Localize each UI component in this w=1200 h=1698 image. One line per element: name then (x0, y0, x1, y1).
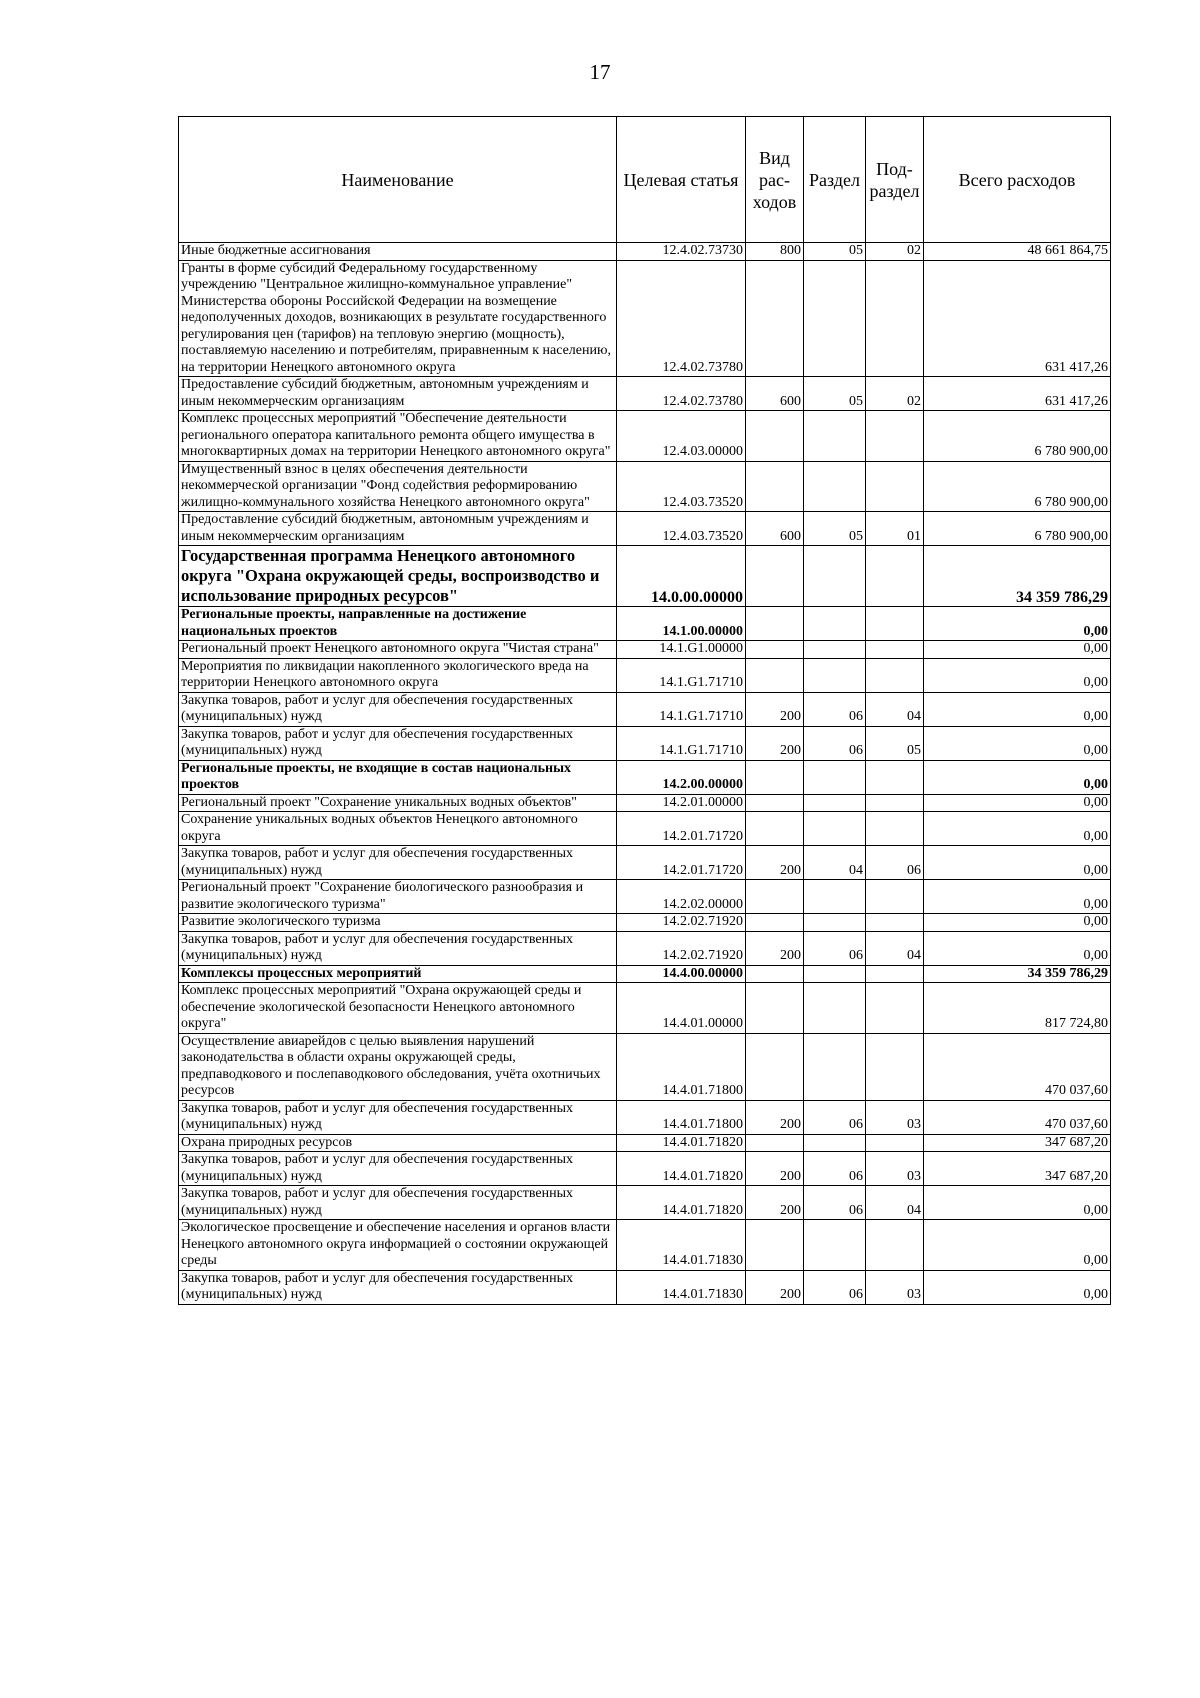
cell-section (804, 607, 866, 641)
cell-name: Государственная программа Ненецкого автономного округа "Охрана окружающей среды, воспроизводство и использование природных ресурсов" (179, 546, 617, 607)
cell-total: 0,00 (924, 760, 1111, 794)
cell-target-article: 14.2.01.00000 (617, 794, 746, 812)
cell-subsection: 04 (866, 1186, 924, 1220)
table-row (179, 377, 1111, 411)
cell-expense-type: 800 (746, 243, 804, 261)
cell-section: 06 (804, 692, 866, 726)
cell-expense-type (746, 965, 804, 983)
cell-target-article: 14.0.00.00000 (617, 546, 746, 607)
cell-subsection: 01 (866, 512, 924, 546)
cell-target-article: 14.4.01.71820 (617, 1152, 746, 1186)
cell-total: 0,00 (924, 641, 1111, 659)
cell-subsection: 05 (866, 726, 924, 760)
cell-total: 0,00 (924, 692, 1111, 726)
cell-name: Закупка товаров, работ и услуг для обеспечения государственных (муниципальных) нужд (179, 692, 617, 726)
cell-section: 06 (804, 1270, 866, 1304)
cell-section (804, 983, 866, 1034)
table-row (179, 411, 1111, 462)
cell-name: Предоставление субсидий бюджетным, автономным учреждениям и иным некоммерческим организациям (179, 512, 617, 546)
table-row (179, 1152, 1111, 1186)
page-number: 17 (589, 60, 611, 84)
cell-total: 6 780 900,00 (924, 512, 1111, 546)
cell-total: 470 037,60 (924, 1100, 1111, 1134)
cell-subsection (866, 965, 924, 983)
cell-expense-type (746, 411, 804, 462)
cell-expense-type (746, 260, 804, 377)
cell-subsection (866, 461, 924, 512)
cell-name: Комплекс процессных мероприятий "Обеспечение деятельности регионального оператора капитального ремонта общего имущества в многоквартирных домах на территории Ненецкого автономного округа" (179, 411, 617, 462)
cell-name: Иные бюджетные ассигнования (179, 243, 617, 261)
cell-expense-type: 200 (746, 1100, 804, 1134)
cell-name: Региональные проекты, направленные на достижение национальных проектов (179, 607, 617, 641)
cell-expense-type (746, 641, 804, 659)
cell-expense-type: 200 (746, 726, 804, 760)
cell-section: 06 (804, 726, 866, 760)
header-expense-type: Вид рас- ходов (746, 117, 804, 243)
cell-subsection: 03 (866, 1100, 924, 1134)
cell-section (804, 546, 866, 607)
cell-target-article: 14.1.G1.71710 (617, 726, 746, 760)
table-row (179, 546, 1111, 607)
cell-subsection (866, 760, 924, 794)
cell-target-article: 12.4.03.73520 (617, 461, 746, 512)
cell-section: 06 (804, 1100, 866, 1134)
cell-total: 817 724,80 (924, 983, 1111, 1034)
cell-total: 347 687,20 (924, 1152, 1111, 1186)
cell-total: 631 417,26 (924, 377, 1111, 411)
cell-expense-type (746, 760, 804, 794)
cell-target-article: 12.4.03.00000 (617, 411, 746, 462)
cell-subsection (866, 812, 924, 846)
table-row (179, 607, 1111, 641)
cell-expense-type (746, 546, 804, 607)
cell-target-article: 14.1.G1.00000 (617, 641, 746, 659)
table-row (179, 658, 1111, 692)
cell-total: 0,00 (924, 914, 1111, 932)
cell-target-article: 14.2.00.00000 (617, 760, 746, 794)
cell-name: Сохранение уникальных водных объектов Ненецкого автономного округа (179, 812, 617, 846)
table-row (179, 243, 1111, 261)
table-row (179, 794, 1111, 812)
cell-total: 0,00 (924, 931, 1111, 965)
cell-name: Предоставление субсидий бюджетным, автономным учреждениям и иным некоммерческим организациям (179, 377, 617, 411)
cell-section (804, 880, 866, 914)
cell-section (804, 641, 866, 659)
cell-name: Региональный проект Ненецкого автономного округа "Чистая страна" (179, 641, 617, 659)
cell-section (804, 1134, 866, 1152)
cell-subsection (866, 914, 924, 932)
table-row (179, 1186, 1111, 1220)
cell-expense-type (746, 914, 804, 932)
cell-total: 6 780 900,00 (924, 411, 1111, 462)
cell-target-article: 14.2.01.71720 (617, 846, 746, 880)
cell-total: 0,00 (924, 846, 1111, 880)
cell-name: Региональный проект "Сохранение уникальных водных объектов" (179, 794, 617, 812)
table-row (179, 965, 1111, 983)
cell-expense-type (746, 1033, 804, 1100)
cell-total: 0,00 (924, 880, 1111, 914)
cell-target-article: 12.4.02.73780 (617, 377, 746, 411)
cell-total: 0,00 (924, 1220, 1111, 1271)
header-section: Раздел (804, 117, 866, 243)
cell-subsection (866, 607, 924, 641)
cell-total: 0,00 (924, 794, 1111, 812)
cell-subsection (866, 546, 924, 607)
cell-name: Мероприятия по ликвидации накопленного экологического вреда на территории Ненецкого автономного округа (179, 658, 617, 692)
cell-subsection (866, 1033, 924, 1100)
header-subsection: Под- раздел (866, 117, 924, 243)
cell-section: 05 (804, 512, 866, 546)
cell-total: 0,00 (924, 1270, 1111, 1304)
table-row (179, 461, 1111, 512)
cell-target-article: 14.1.G1.71710 (617, 692, 746, 726)
cell-section (804, 914, 866, 932)
cell-total: 34 359 786,29 (924, 546, 1111, 607)
cell-total: 0,00 (924, 1186, 1111, 1220)
cell-expense-type: 200 (746, 1186, 804, 1220)
cell-subsection (866, 794, 924, 812)
cell-target-article: 14.4.01.71830 (617, 1220, 746, 1271)
cell-target-article: 14.2.02.71920 (617, 931, 746, 965)
cell-section: 06 (804, 1186, 866, 1220)
table-row (179, 846, 1111, 880)
cell-total: 470 037,60 (924, 1033, 1111, 1100)
cell-total: 34 359 786,29 (924, 965, 1111, 983)
cell-expense-type: 200 (746, 931, 804, 965)
cell-subsection (866, 880, 924, 914)
cell-name: Закупка товаров, работ и услуг для обеспечения государственных (муниципальных) нужд (179, 1186, 617, 1220)
cell-subsection (866, 1220, 924, 1271)
cell-target-article: 12.4.02.73780 (617, 260, 746, 377)
cell-section: 04 (804, 846, 866, 880)
cell-name: Закупка товаров, работ и услуг для обеспечения государственных (муниципальных) нужд (179, 846, 617, 880)
cell-subsection (866, 411, 924, 462)
cell-target-article: 14.4.01.71800 (617, 1033, 746, 1100)
table-row (179, 260, 1111, 377)
cell-section (804, 461, 866, 512)
cell-target-article: 14.4.01.71820 (617, 1186, 746, 1220)
cell-name: Осуществление авиарейдов с целью выявления нарушений законодательства в области охраны окружающей среды, предпаводкового и послепаводкового обследования, учёта охотничьих ресурсов (179, 1033, 617, 1100)
cell-target-article: 14.4.01.71830 (617, 1270, 746, 1304)
table-row (179, 931, 1111, 965)
cell-section: 05 (804, 377, 866, 411)
cell-name: Закупка товаров, работ и услуг для обеспечения государственных (муниципальных) нужд (179, 1270, 617, 1304)
cell-expense-type (746, 794, 804, 812)
table-row (179, 1220, 1111, 1271)
table-row (179, 1270, 1111, 1304)
cell-target-article: 14.1.00.00000 (617, 607, 746, 641)
cell-section (804, 812, 866, 846)
cell-expense-type (746, 461, 804, 512)
cell-total: 0,00 (924, 812, 1111, 846)
cell-expense-type: 200 (746, 846, 804, 880)
cell-expense-type (746, 812, 804, 846)
cell-total: 48 661 864,75 (924, 243, 1111, 261)
header-total: Всего расходов (924, 117, 1111, 243)
cell-subsection (866, 1134, 924, 1152)
cell-total: 0,00 (924, 607, 1111, 641)
table-row (179, 692, 1111, 726)
cell-subsection (866, 260, 924, 377)
table-row (179, 760, 1111, 794)
cell-target-article: 14.4.01.00000 (617, 983, 746, 1034)
header-row (179, 117, 1111, 243)
table-body (179, 243, 1111, 1305)
cell-name: Региональные проекты, не входящие в состав национальных проектов (179, 760, 617, 794)
cell-target-article: 14.1.G1.71710 (617, 658, 746, 692)
cell-target-article: 12.4.02.73730 (617, 243, 746, 261)
cell-subsection: 02 (866, 377, 924, 411)
cell-name: Закупка товаров, работ и услуг для обеспечения государственных (муниципальных) нужд (179, 726, 617, 760)
header-target-article: Целевая статья (617, 117, 746, 243)
table-row (179, 641, 1111, 659)
table-row (179, 1134, 1111, 1152)
cell-section (804, 1220, 866, 1271)
cell-name: Охрана природных ресурсов (179, 1134, 617, 1152)
cell-section (804, 760, 866, 794)
cell-expense-type (746, 607, 804, 641)
cell-name: Развитие экологического туризма (179, 914, 617, 932)
cell-expense-type (746, 880, 804, 914)
cell-expense-type: 600 (746, 377, 804, 411)
budget-table (178, 116, 1111, 1305)
table-row (179, 983, 1111, 1034)
cell-subsection: 03 (866, 1270, 924, 1304)
cell-subsection: 06 (866, 846, 924, 880)
cell-expense-type: 600 (746, 512, 804, 546)
cell-name: Имущественный взнос в целях обеспечения деятельности некоммерческой организации "Фонд содействия реформированию жилищно-коммунального хозяйства Ненецкого автономного округа" (179, 461, 617, 512)
table-row (179, 726, 1111, 760)
cell-name: Закупка товаров, работ и услуг для обеспечения государственных (муниципальных) нужд (179, 1100, 617, 1134)
cell-subsection: 03 (866, 1152, 924, 1186)
table-row (179, 914, 1111, 932)
cell-target-article: 14.4.01.71800 (617, 1100, 746, 1134)
cell-expense-type: 200 (746, 1152, 804, 1186)
cell-subsection: 02 (866, 243, 924, 261)
table-row (179, 880, 1111, 914)
cell-name: Гранты в форме субсидий Федеральному государственному учреждению "Центральное жилищно-коммунальное управление" Министерства обороны Российской Федерации на возмещение недополученных доходов, возникающих в результате государственного регулирования цен (тарифов) на тепловую энергию (мощность), поставляемую населению и потребителям, приравненным к населению, на территории Ненецкого автономного округа (179, 260, 617, 377)
cell-expense-type: 200 (746, 1270, 804, 1304)
cell-section: 05 (804, 243, 866, 261)
cell-section: 06 (804, 1152, 866, 1186)
table-row (179, 512, 1111, 546)
cell-section (804, 658, 866, 692)
cell-expense-type (746, 658, 804, 692)
table-row (179, 812, 1111, 846)
table-row (179, 1033, 1111, 1100)
cell-target-article: 14.4.01.71820 (617, 1134, 746, 1152)
cell-name: Закупка товаров, работ и услуг для обеспечения государственных (муниципальных) нужд (179, 931, 617, 965)
cell-expense-type (746, 983, 804, 1034)
cell-name: Закупка товаров, работ и услуг для обеспечения государственных (муниципальных) нужд (179, 1152, 617, 1186)
cell-total: 631 417,26 (924, 260, 1111, 377)
cell-target-article: 14.2.02.00000 (617, 880, 746, 914)
cell-name: Комплекс процессных мероприятий "Охрана окружающей среды и обеспечение экологической безопасности Ненецкого автономного округа" (179, 983, 617, 1034)
cell-name: Экологическое просвещение и обеспечение населения и органов власти Ненецкого автономного округа информацией о состоянии окружающей среды (179, 1220, 617, 1271)
cell-expense-type (746, 1220, 804, 1271)
cell-target-article: 14.2.01.71720 (617, 812, 746, 846)
cell-section (804, 411, 866, 462)
cell-section (804, 794, 866, 812)
cell-section (804, 260, 866, 377)
cell-total: 6 780 900,00 (924, 461, 1111, 512)
cell-total: 0,00 (924, 658, 1111, 692)
cell-subsection (866, 983, 924, 1034)
cell-target-article: 14.2.02.71920 (617, 914, 746, 932)
table-row (179, 1100, 1111, 1134)
cell-target-article: 14.4.00.00000 (617, 965, 746, 983)
cell-total: 0,00 (924, 726, 1111, 760)
cell-subsection (866, 658, 924, 692)
cell-subsection: 04 (866, 931, 924, 965)
cell-name: Комплексы процессных мероприятий (179, 965, 617, 983)
cell-name: Региональный проект "Сохранение биологического разнообразия и развитие экологического туризма" (179, 880, 617, 914)
cell-section: 06 (804, 931, 866, 965)
cell-subsection: 04 (866, 692, 924, 726)
cell-expense-type: 200 (746, 692, 804, 726)
cell-total: 347 687,20 (924, 1134, 1111, 1152)
cell-subsection (866, 641, 924, 659)
cell-expense-type (746, 1134, 804, 1152)
cell-section (804, 1033, 866, 1100)
cell-target-article: 12.4.03.73520 (617, 512, 746, 546)
header-name: Наименование (179, 117, 617, 243)
cell-section (804, 965, 866, 983)
